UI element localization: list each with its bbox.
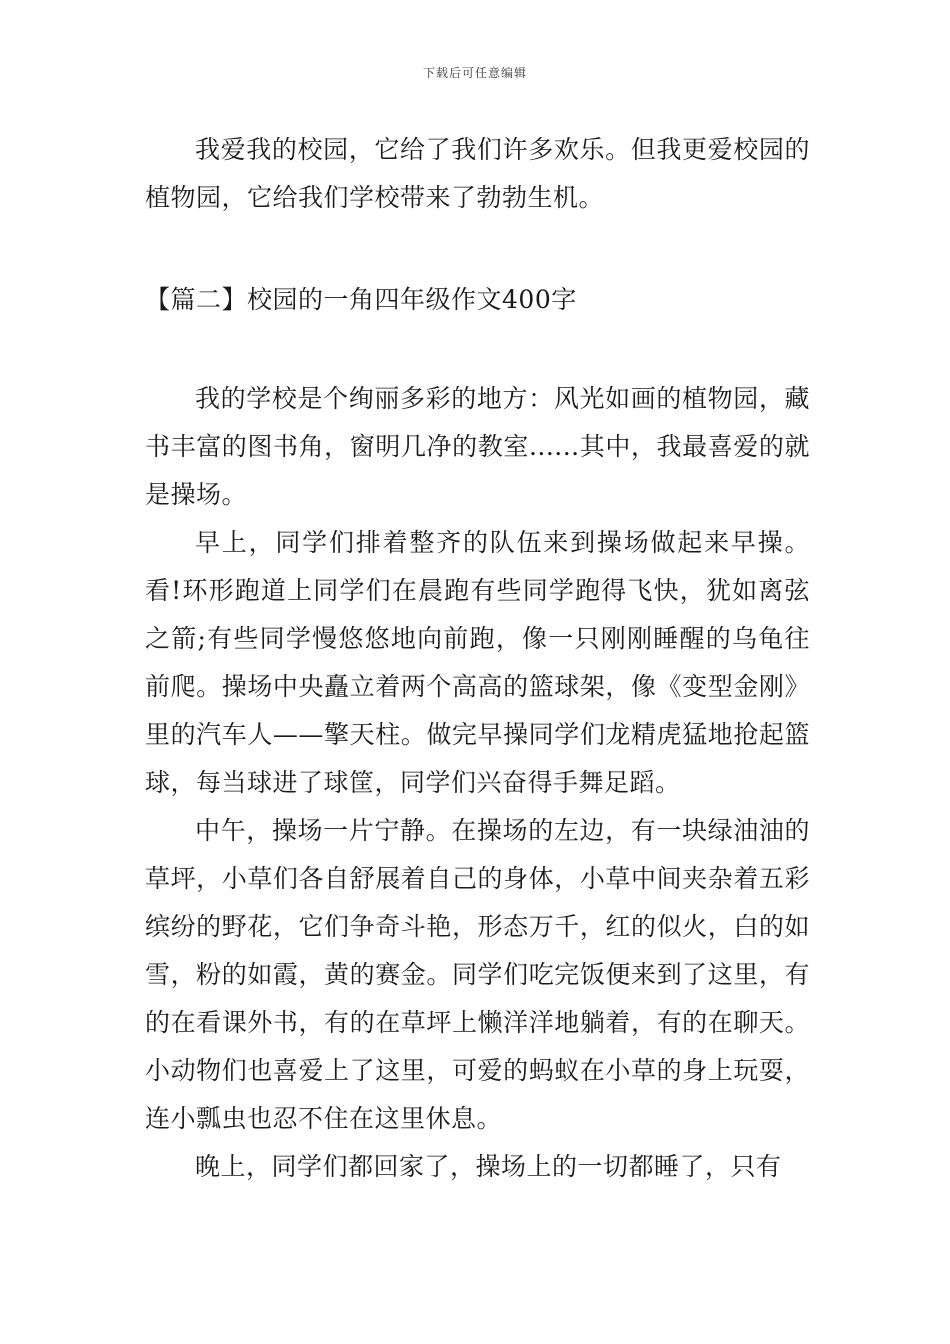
section1-body [145, 126, 810, 222]
section2-body [145, 375, 810, 1191]
paragraph: 晚上，同学们都回家了，操场上的一切都睡了，只有 [195, 1152, 782, 1181]
paragraph: 我爱我的校园，它给了我们许多欢乐。但我更爱校园的植物园，它给我们学校带来了勃勃生机。 [145, 135, 810, 212]
paragraph: 我的学校是个绚丽多彩的地方：风光如画的植物园，藏书丰富的图书角，窗明几净的教室......其中，我最喜爱的就是操场。 [145, 384, 810, 509]
section-title: 【篇二】校园的一角四年级作文400字 [145, 285, 577, 314]
section2-title-wrap [145, 276, 810, 324]
paragraph: 中午，操场一片宁静。在操场的左边，有一块绿油油的草坪，小草们各自舒展着自己的身体，小草中间夹杂着五彩缤纷的野花，它们争奇斗艳，形态万千，红的似火，白的如雪，粉的如霞，黄的赛金。同学们吃完饭便来到了这里，有的在看课外书，有的在草坪上懒洋洋地躺着，有的在聊天。小动物们也喜爱上了这里，可爱的蚂蚁在小草的身上玩耍，连小瓢虫也忍不住在这里休息。 [145, 816, 810, 1133]
paragraph: 早上，同学们排着整齐的队伍来到操场做起来早操。看!环形跑道上同学们在晨跑有些同学跑得飞快，犹如离弦之箭;有些同学慢悠悠地向前跑，像一只刚刚睡醒的乌龟往前爬。操场中央矗立着两个高高的篮球架，像《变型金刚》里的汽车人——擎天柱。做完早操同学们龙精虎猛地抢起篮球，每当球进了球筐，同学们兴奋得手舞足蹈。 [145, 528, 810, 797]
header-note: 下载后可任意编辑 [422, 66, 527, 80]
